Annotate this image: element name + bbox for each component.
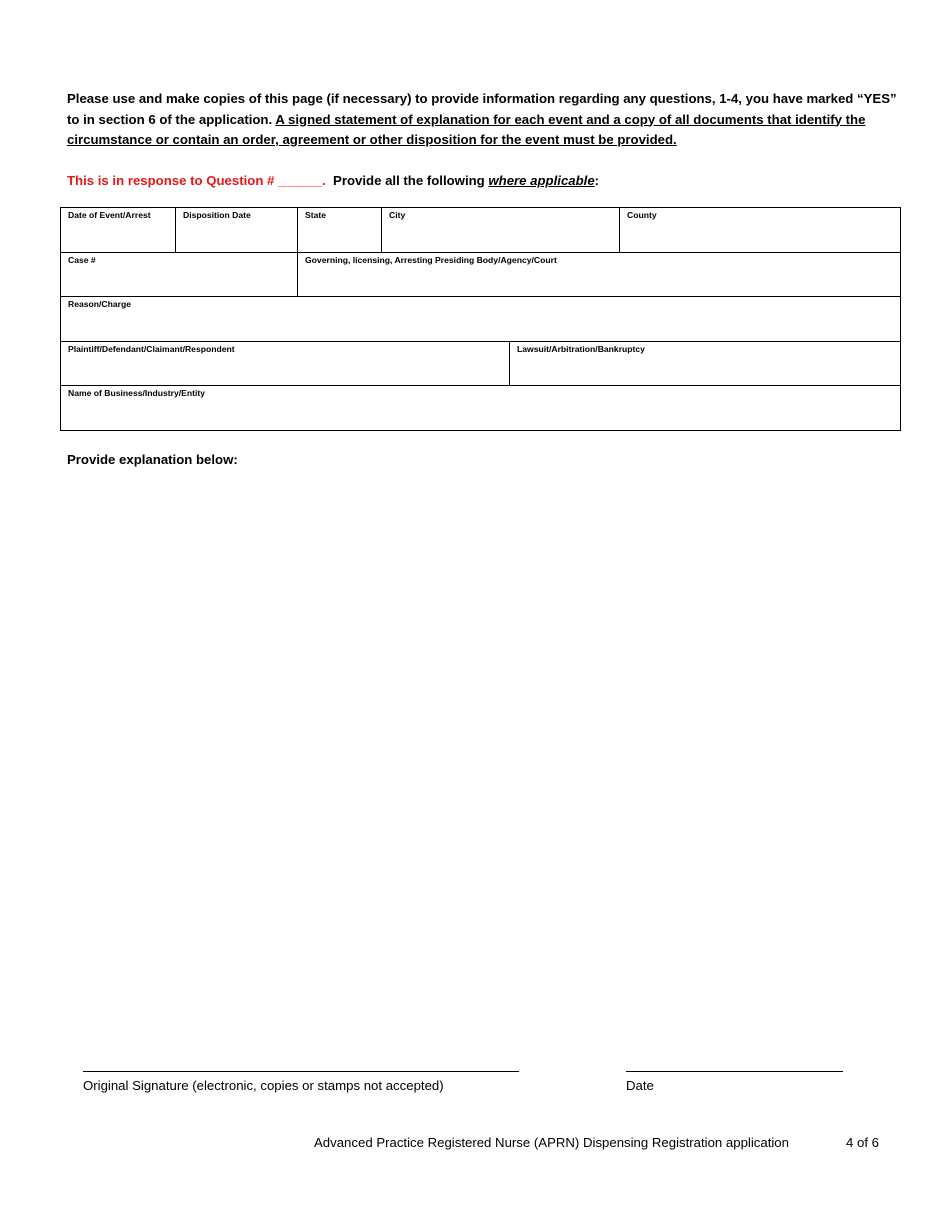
plaintiff-defendant-field[interactable]: [61, 341, 510, 386]
lawsuit-field[interactable]: [510, 341, 901, 386]
disposition-date-label: Disposition Date: [183, 210, 251, 220]
table-row: [61, 252, 901, 297]
page-number: 4 of 6: [846, 1135, 879, 1150]
table-row: [61, 208, 901, 253]
date-label: Date: [626, 1078, 654, 1093]
reason-charge-label: Reason/Charge: [68, 299, 132, 309]
date-of-event-label: Date of Event/Arrest: [68, 210, 151, 220]
signature-line[interactable]: [83, 1071, 519, 1072]
table-row: [61, 341, 901, 386]
instructions-text: Please use and make copies of this page (if necessary) to provide information regarding any questions, 1-4, you have marked “YES” to in section 6 of the application.: [67, 91, 897, 127]
state-label: State: [305, 210, 327, 220]
plaintiff-defendant-label: Plaintiff/Defendant/Claimant/Respondent: [68, 343, 235, 354]
city-label: City: [389, 210, 406, 220]
footer-title: Advanced Practice Registered Nurse (APRN) Dispensing Registration application: [314, 1135, 789, 1150]
table-row: [61, 386, 901, 431]
explanation-label: Provide explanation below:: [67, 452, 238, 467]
disposition-date-field[interactable]: [176, 208, 298, 253]
where-applicable-text: where applicable: [488, 173, 595, 188]
provide-text: Provide all the following: [325, 173, 489, 188]
state-field[interactable]: [298, 208, 382, 253]
signature-label: Original Signature (electronic, copies or stamps not accepted): [83, 1078, 444, 1093]
county-field[interactable]: [620, 208, 901, 253]
county-label: County: [627, 210, 657, 220]
table-row: [61, 297, 901, 342]
city-field[interactable]: [382, 208, 620, 253]
case-number-label: Case #: [68, 254, 96, 265]
business-name-field[interactable]: [61, 386, 901, 431]
governing-body-field[interactable]: [298, 252, 901, 297]
question-response-line: [67, 171, 897, 191]
governing-body-label: Governing, licensing, Arresting Presiding Body/Agency/Court: [305, 254, 557, 265]
lawsuit-label: Lawsuit/Arbitration/Bankruptcy: [517, 343, 645, 354]
date-line[interactable]: [626, 1071, 843, 1072]
instructions-paragraph: [67, 89, 897, 151]
instructions-underlined-text: A signed statement of explanation for each event and a copy of all documents that identify the circumstance or contain an order, agreement or other disposition for the event must be provided.: [67, 111, 866, 147]
business-name-label: Name of Business/Industry/Entity: [68, 388, 206, 398]
reason-charge-field[interactable]: [61, 297, 901, 342]
event-details-table: [60, 207, 901, 431]
date-of-event-field[interactable]: [61, 208, 176, 253]
question-number-prompt: This is in response to Question # ______.: [67, 173, 326, 188]
case-number-field[interactable]: [61, 252, 298, 297]
colon-text: :: [594, 173, 600, 188]
